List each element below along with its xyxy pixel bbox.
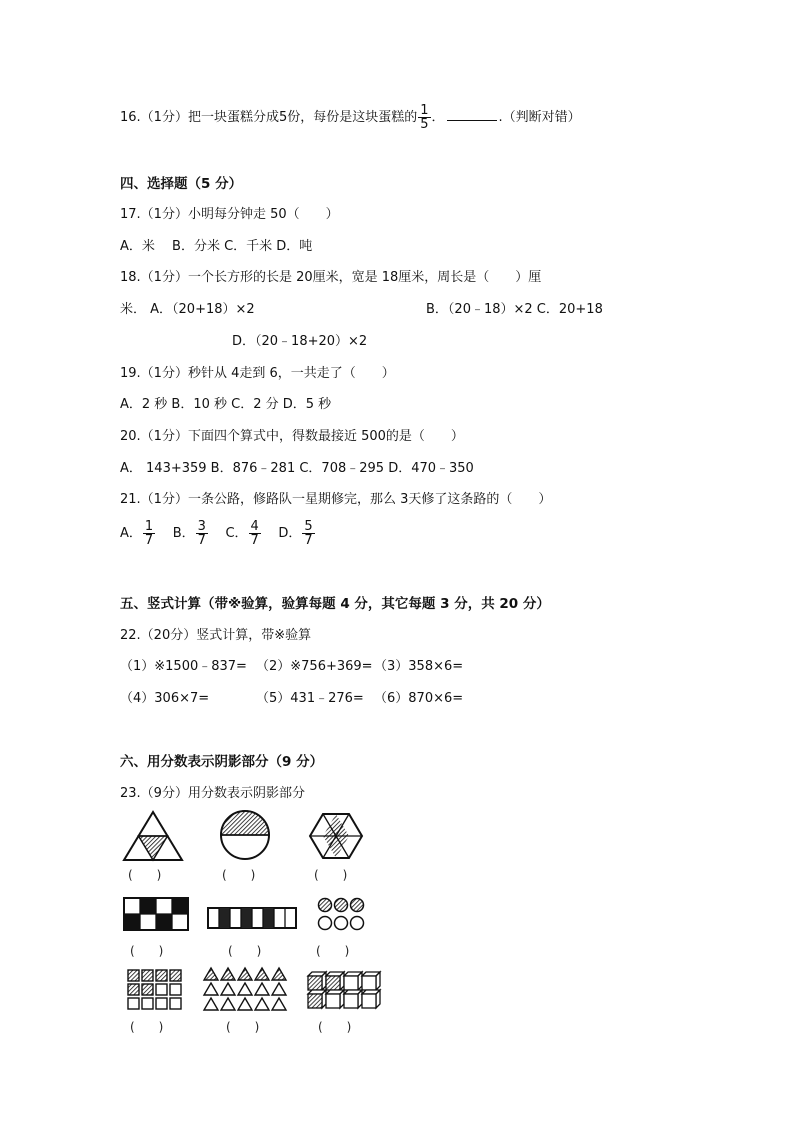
answer-paren-9[interactable]: ( ) [318, 1020, 352, 1034]
q22-item-5: （5）431﹣276= [256, 691, 364, 706]
answer-paren-7[interactable]: ( ) [130, 1020, 164, 1034]
q22-item-4: （4）306×7= [120, 691, 210, 706]
section-4-title: 四、选择题（5 分） [120, 176, 243, 192]
q21-option-a: A． $\frac{1}{7}$ [120, 519, 154, 548]
squares-figure [126, 968, 184, 1012]
q22-item-1: （1）※1500﹣837= [120, 659, 247, 674]
question-23: 23.（9分）用分数表示阴影部分 [120, 786, 305, 801]
question-20: 20.（1分）下面四个算式中，得数最接近 500的是（ ） [120, 429, 464, 444]
q18-option-bc: B．（20﹣18）×2 C．20+18 [426, 302, 603, 317]
section-5-title: 五、竖式计算（带※验算，验算每题 4 分，其它每题 3 分，共 20 分） [120, 596, 550, 612]
q19-options: A．2 秒 B．10 秒 C．2 分 D．5 秒 [120, 397, 332, 412]
q20-options: A． 143+359 B．876﹣281 C．708﹣295 D．470﹣350 [120, 461, 474, 476]
q21-option-b: B． $\frac{3}{7}$ [172, 519, 206, 548]
answer-paren-3[interactable]: ( ) [314, 868, 348, 882]
answer-paren-4[interactable]: ( ) [130, 944, 164, 958]
answer-paren-1[interactable]: ( ) [128, 868, 162, 882]
q18-option-d: D．（20﹣18+20）×2 [232, 334, 368, 349]
q16-text: 16.（1分）把一块蛋糕分成5份，每份是这块蛋糕的 [120, 110, 418, 125]
answer-paren-2[interactable]: ( ) [222, 868, 256, 882]
question-19: 19.（1分）秒针从 4走到 6，一共走了（ ） [120, 366, 395, 381]
q22-item-2: （2）※756+369= [256, 659, 373, 674]
q16-text-after: .（判断对错） [498, 110, 581, 125]
question-16: 16.（1分）把一块蛋糕分成5份，每份是这块蛋糕的 $\frac{1}{5}$ ． .（判断对错） [120, 103, 581, 132]
q16-answer-blank[interactable] [447, 108, 497, 121]
grid-rectangle-figure [122, 896, 192, 932]
circles-figure [316, 896, 366, 932]
q21-options [120, 520, 316, 547]
cubes-figure [306, 968, 382, 1010]
q22-item-6: （6）870×6= [374, 691, 464, 706]
answer-paren-5[interactable]: ( ) [228, 944, 262, 958]
strip-rectangle-figure [206, 906, 298, 930]
question-21: 21.（1分）一条公路，修路队一星期修完，那么 3天修了这条路的（ ） [120, 492, 552, 507]
q21-option-d: D． $\frac{5}{7}$ [278, 519, 313, 548]
section-6-title: 六、用分数表示阴影部分（9 分） [120, 754, 324, 770]
question-22: 22.（20分）竖式计算，带※验算 [120, 628, 312, 643]
circle-figure [218, 808, 272, 862]
hexagon-figure [308, 810, 364, 862]
question-18: 18.（1分）一个长方形的长是 20厘米，宽是 18厘米，周长是（ ）厘 [120, 270, 542, 285]
q16-fraction: $\frac{1}{5}$ [420, 103, 429, 132]
q22-item-3: （3）358×6= [374, 659, 464, 674]
answer-paren-8[interactable]: ( ) [226, 1020, 260, 1034]
answer-paren-6[interactable]: ( ) [316, 944, 350, 958]
triangle-figure [122, 810, 184, 862]
question-17: 17.（1分）小明每分钟走 50（ ） [120, 207, 339, 222]
q21-option-c: C． $\frac{4}{7}$ [225, 519, 259, 548]
triangles-figure [202, 966, 290, 1012]
q17-options: A．米 B．分米 C．千米 D．吨 [120, 239, 313, 254]
q18-option-a: 米． A．（20+18）×2 [120, 302, 255, 317]
